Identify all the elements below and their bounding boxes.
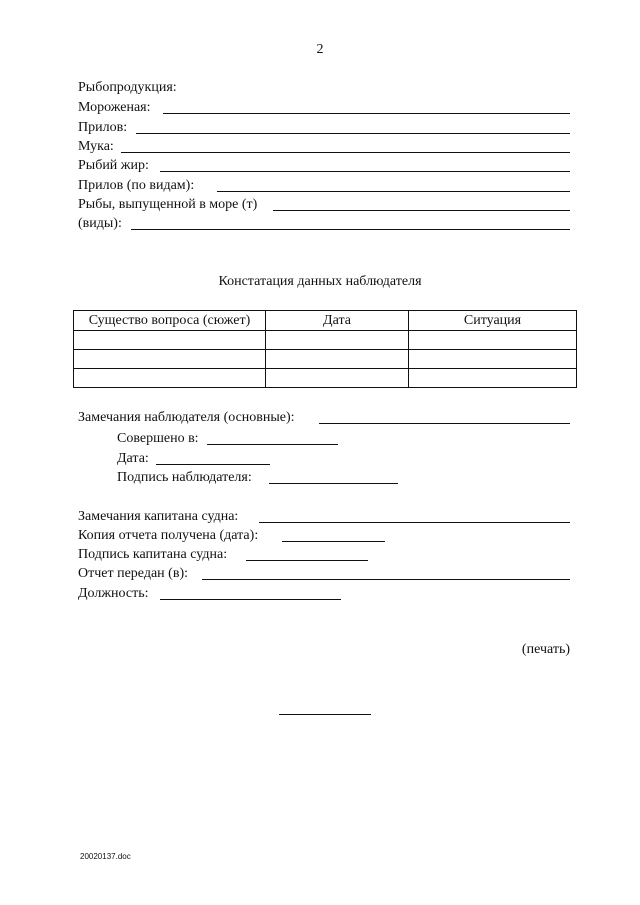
captain-remarks-label: Замечания капитана судна: bbox=[78, 509, 239, 524]
position-field[interactable] bbox=[160, 599, 341, 600]
frozen-label: Мороженая: bbox=[78, 100, 151, 115]
position-label: Должность: bbox=[78, 586, 149, 601]
table-cell[interactable] bbox=[409, 350, 577, 369]
bycatch-species-label: Прилов (по видам): bbox=[78, 178, 195, 193]
table-row bbox=[74, 369, 577, 388]
fish-oil-field[interactable] bbox=[160, 171, 570, 172]
column-header-subject: Существо вопроса (сюжет) bbox=[74, 311, 266, 331]
done-at-field[interactable] bbox=[207, 444, 338, 445]
species-field[interactable] bbox=[131, 229, 570, 230]
end-divider bbox=[279, 714, 371, 715]
column-header-date: Дата bbox=[266, 311, 409, 331]
bycatch-species-field[interactable] bbox=[217, 191, 570, 192]
report-sent-label: Отчет передан (в): bbox=[78, 566, 188, 581]
table-cell[interactable] bbox=[409, 331, 577, 350]
table-header-row bbox=[74, 311, 577, 331]
table-cell[interactable] bbox=[74, 350, 266, 369]
observer-date-field[interactable] bbox=[156, 464, 270, 465]
table-cell[interactable] bbox=[409, 369, 577, 388]
discarded-fish-label: Рыбы, выпущенной в море (т) bbox=[78, 197, 258, 212]
report-sent-field[interactable] bbox=[202, 579, 570, 580]
captain-signature-field[interactable] bbox=[246, 560, 368, 561]
bycatch-label: Прилов: bbox=[78, 120, 128, 135]
page-number: 2 bbox=[316, 42, 324, 57]
table-cell[interactable] bbox=[266, 350, 409, 369]
observer-date-label: Дата: bbox=[117, 451, 149, 466]
discarded-fish-field[interactable] bbox=[273, 210, 570, 211]
observer-data-table bbox=[73, 310, 577, 388]
document-filename: 20020137.doc bbox=[80, 852, 131, 861]
species-label: (виды): bbox=[78, 216, 122, 231]
captain-remarks-field[interactable] bbox=[259, 522, 570, 523]
observer-remarks-label: Замечания наблюдателя (основные): bbox=[78, 410, 295, 425]
flour-field[interactable] bbox=[121, 152, 570, 153]
seal-placeholder: (печать) bbox=[521, 642, 570, 657]
table-cell[interactable] bbox=[266, 369, 409, 388]
flour-label: Мука: bbox=[78, 139, 114, 154]
table-cell[interactable] bbox=[74, 369, 266, 388]
table-row bbox=[74, 350, 577, 369]
table-row bbox=[74, 331, 577, 350]
table-cell[interactable] bbox=[74, 331, 266, 350]
fish-products-heading: Рыбопродукция: bbox=[78, 80, 177, 95]
captain-signature-label: Подпись капитана судна: bbox=[78, 547, 228, 562]
table-cell[interactable] bbox=[266, 331, 409, 350]
copy-received-field[interactable] bbox=[282, 541, 385, 542]
fish-oil-label: Рыбий жир: bbox=[78, 158, 149, 173]
copy-received-label: Копия отчета получена (дата): bbox=[78, 528, 259, 543]
bycatch-field[interactable] bbox=[136, 133, 570, 134]
observer-signature-field[interactable] bbox=[269, 483, 398, 484]
done-at-label: Совершено в: bbox=[117, 431, 199, 446]
observer-signature-label: Подпись наблюдателя: bbox=[117, 470, 252, 485]
column-header-situation: Ситуация bbox=[409, 311, 577, 331]
observer-remarks-field[interactable] bbox=[319, 423, 570, 424]
frozen-field[interactable] bbox=[163, 113, 570, 114]
observer-data-title: Констатация данных наблюдателя bbox=[218, 274, 422, 289]
